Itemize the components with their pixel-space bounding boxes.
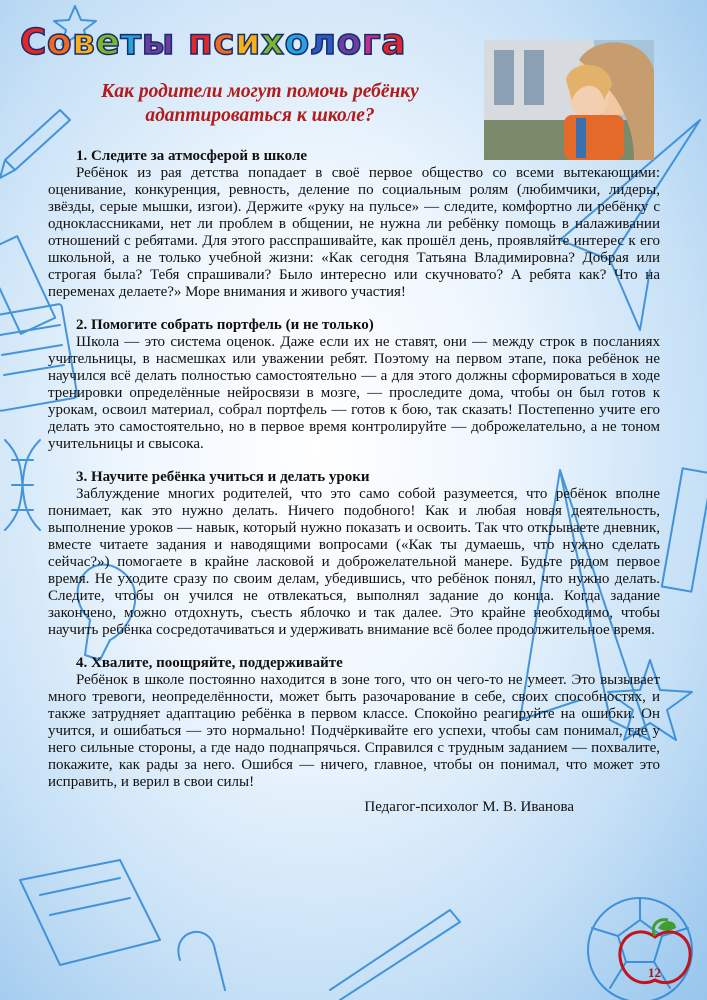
dna-doodle-icon: [5, 440, 40, 530]
header-title-letter: г: [361, 22, 382, 63]
article-body: [48, 148, 660, 832]
header-title: [20, 22, 406, 63]
header-title-letter: о: [284, 22, 310, 63]
section-title: 4. Хвалите, поощряйте, поддерживайте: [76, 655, 343, 671]
book-doodle-icon: [20, 860, 160, 965]
photo-illustration: [484, 40, 654, 160]
header-title-letter: т: [120, 22, 142, 63]
header-title-letter: а: [381, 22, 406, 63]
header-title-letter: л: [309, 22, 337, 63]
section-atmosphere: [48, 148, 660, 301]
section-title: 3. Научите ребёнка учиться и делать уроки: [76, 469, 370, 485]
article-subtitle: Как родители могут помочь ребёнку адаптироваться к школе?: [101, 81, 419, 126]
section-title: 1. Следите за атмосферой в школе: [76, 148, 308, 164]
section-backpack: [48, 317, 660, 453]
header-title-letter: ы: [141, 22, 175, 63]
header-title-letter: [175, 22, 188, 63]
header-title-letter: с: [213, 22, 236, 63]
header-title-letter: о: [336, 22, 362, 63]
header-title-letter: о: [46, 22, 73, 63]
section-text: Заблуждение многих родителей, что это само собой разумеется, что ребёнок вполне понимает, как это нужно делать. Ничего подобного! Как и любая новая деятельность, выполнение уроков — навык, который нужно показать и освоить. Так что открываете дневник, вместе читаете задания и наводящими вопросами («Как ты думаешь, что нужно сделать сейчас?») помогаете в крайне ласковой и доброжелательной манере. Будьте рядом первое время. Не уходите сразу по своим делам, убедившись, что ребёнок понял, что нужно делать. Следите, чтобы он учился не отвлекаться, выполнял задание до конца. Когда задание закончено, можно отдохнуть, съесть яблочко и так далее. Это крайне необходимо, чтобы научить ребёнка сосредотачиваться и удерживать внимание всё более продолжительное время.: [48, 486, 660, 638]
header-title-letter: в: [72, 22, 96, 63]
page-number: 12: [648, 965, 661, 980]
section-title: 2. Помогите собрать портфель (и не только): [76, 317, 374, 333]
section-homework: [48, 469, 660, 639]
section-praise: [48, 655, 660, 816]
section-text: Ребёнок в школе постоянно находится в зоне того, что он чего-то не умеет. Это вызывает много тревоги, неопределённости, может быть разочарование в себе, своих способностях, и также затрудняет адаптацию ребёнка в первом классе. Спокойно реагируйте на ошибки. Он учится, и ошибаться — это нормально! Подчёркивайте его успехи, чтобы сам понимал, где у него сильные стороны, а где надо поднапрячься. Справился с трудным заданием — похвалите, покажите, как рады за него. Ошибся — ничего, главное, чтобы он понимал, что может это исправить, и верил в свои силы!: [48, 672, 660, 790]
header-title-letter: п: [187, 22, 214, 63]
header-title-letter: х: [260, 22, 285, 63]
header-title-letter: и: [235, 22, 261, 63]
mother-child-photo: [484, 40, 654, 160]
section-text: Ребёнок из рая детства попадает в своё первое общество со всеми вытекающими: оценивание, конкуренция, ревность, деление по социальным ролям (любимчики, лидеры, звёзды, серые мышки, изгои). Держите «руку на пульсе» — следите, комфортно ли ребёнку с одноклассниками, нет ли проблем в общении, не нужна ли ребёнку помощь в налаживании отношений с ребятами. Для этого расспрашивайте, как прошёл день, проявляйте интерес к его школьной, а не только учебной жизни: «Как сегодня Татьяна Владимировна? Добрая или строгая была? Тебя спрашивали? Было интересно или скучновато? А ребята как? Что на переменах делаете?» Море внимания и живого участия!: [48, 165, 660, 300]
paperclip-doodle-icon: [178, 932, 225, 990]
header-title-letter: е: [95, 22, 121, 63]
section-text: Школа — это система оценок. Даже если их не ставят, они — между строк в посланиях учительницы, в насмешках или уважении ребят. Поэтому на первом этапе, пока ребёнок не научился всё делать полностью самостоятельно — а для этого должны сформироваться в ходе тренировки определённые нейросвязи в мозге, — проследите дома, чтобы он был готов к урокам, освоил материал, собрал портфель — готов к бою, так сказать! Постепенно учите его делать это самостоятельно, но в первое время контролируйте — доброжелательно, а не тоном учительницы и свысока.: [48, 334, 660, 452]
header-title-letter: С: [20, 22, 47, 63]
author-signature: Педагог-психолог М. В. Иванова: [364, 799, 574, 815]
ruler-doodle-icon: [0, 236, 55, 334]
